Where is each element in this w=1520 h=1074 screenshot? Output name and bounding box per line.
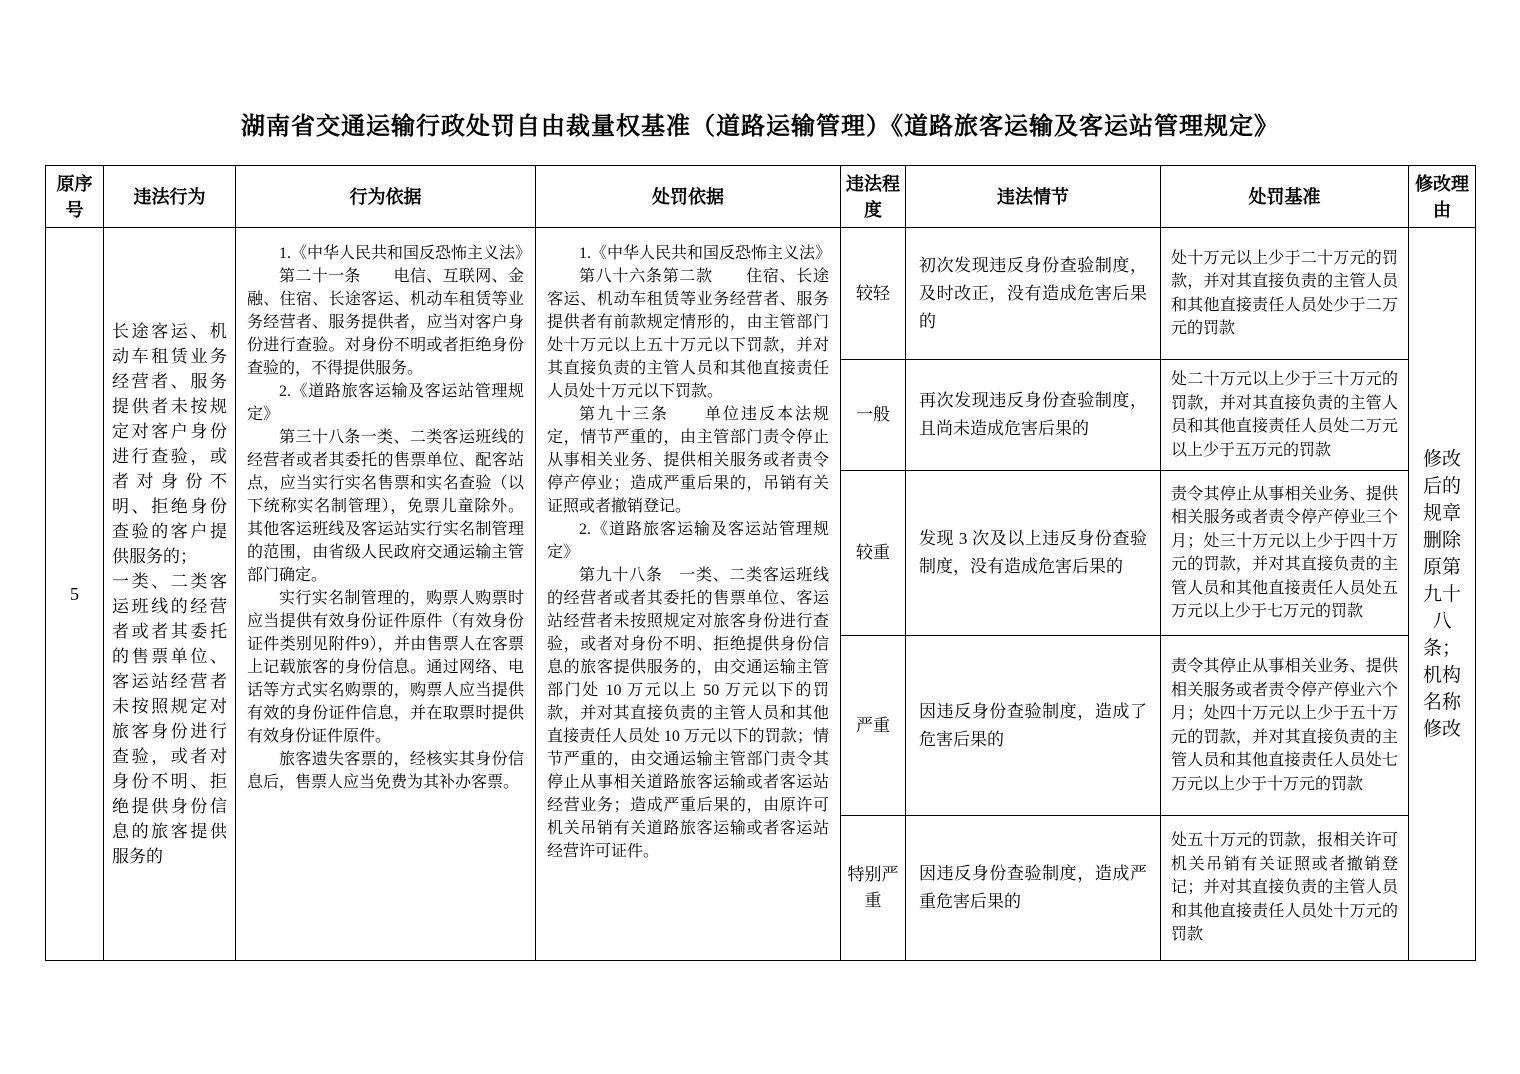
- cell-revision-reason: 修改后的规章删除原第九十八条；机构名称修改: [1409, 228, 1476, 961]
- cell-degree-3: 较重: [841, 471, 906, 636]
- cell-benchmark-2: 处二十万元以上少于三十万元的罚款，并对其直接负责的主管人员和其他直接责任人员处二万元以上少于五万元的罚款: [1161, 360, 1409, 471]
- cell-degree-4: 严重: [841, 636, 906, 816]
- col-header-penalty-benchmark: 处罚基准: [1161, 166, 1409, 228]
- cell-circumstance-3: 发现 3 次及以上违反身份查验制度，没有造成危害后果的: [906, 471, 1161, 636]
- cell-benchmark-4: 责令其停止从事相关业务、提供相关服务或者责令停产停业六个月；处四十万元以上少于五十万元的罚款，并对其直接负责的主管人员和其他直接责任人员处七万元以上少于十万元的罚款: [1161, 636, 1409, 816]
- cell-benchmark-3: 责令其停止从事相关业务、提供相关服务或者责令停产停业三个月；处三十万元以上少于四十万元的罚款，并对其直接负责的主管人员和其他直接责任人员处五万元以上少于七万元的罚款: [1161, 471, 1409, 636]
- penalty-basis-paragraph: 第八十六条第二款 住宿、长途客运、机动车租赁等业务经营者、服务提供者有前款规定情形的，由主管部门处十万元以上五十万元以下罚款，并对其直接负责的主管人员和其他直接责任人员处十万元以下罚款。: [547, 268, 829, 400]
- cell-benchmark-1: 处十万元以上少于二十万元的罚款，并对其直接负责的主管人员和其他直接责任人员处少于二万元的罚款: [1161, 228, 1409, 360]
- act-basis-paragraph: 实行实名制管理的，购票人购票时应当提供有效身份证件原件（有效身份证件类别见附件9），并由售票人在客票上记载旅客的身份信息。通过网络、电话等方式实名购票的，购票人应当提供有效的身份证件信息，并在取票时提供有效身份证件原件。: [247, 590, 524, 745]
- cell-penalty-basis: [536, 228, 841, 961]
- cell-illegal-act: [104, 228, 236, 961]
- col-header-penalty-basis: 处罚依据: [536, 166, 841, 228]
- cell-circumstance-4: 因违反身份查验制度，造成了危害后果的: [906, 636, 1161, 816]
- penalty-table: [45, 165, 1476, 961]
- cell-act-basis: [236, 228, 536, 961]
- illegal-act-paragraph: 长途客运、机动车租赁业务经营者、服务提供者未按规定对客户身份进行查验，或者对身份不明、拒绝身份查验的客户提供服务的；: [112, 322, 227, 566]
- cell-degree-2: 一般: [841, 360, 906, 471]
- penalty-basis-paragraph: 2.《道路旅客运输及客运站管理规定》: [547, 521, 829, 561]
- cell-benchmark-5: 处五十万元的罚款，报相关许可机关吊销有关证照或者撤销登记；并对其直接负责的主管人员和其他直接责任人员处十万元的罚款: [1161, 816, 1409, 961]
- cell-circumstance-5: 因违反身份查验制度，造成严重危害后果的: [906, 816, 1161, 961]
- act-basis-paragraph: 第二十一条 电信、互联网、金融、住宿、长途客运、机动车租赁等业务经营者、服务提供者，应当对客户身份进行查验。对身份不明或者拒绝身份查验的，不得提供服务。: [247, 268, 524, 377]
- illegal-act-paragraph: 一类、二类客运班线的经营者或者其委托的售票单位、客运站经营者未按照规定对旅客身份进行查验，或者对身份不明、拒绝提供身份信息的旅客提供服务的: [112, 572, 227, 866]
- act-basis-paragraph: 第三十八条一类、二类客运班线的经营者或者其委托的售票单位、配客站点，应当实行实名售票和实名查验（以下统称实名制管理），免票儿童除外。其他客运班线及客运站实行实名制管理的范围，由省级人民政府交通运输主管部门确定。: [247, 429, 524, 584]
- cell-circumstance-1: 初次发现违反身份查验制度，及时改正，没有造成危害后果的: [906, 228, 1161, 360]
- penalty-basis-paragraph: 第九十三条 单位违反本法规定，情节严重的，由主管部门责令停止从事相关业务、提供相关服务或者责令停产停业；造成严重后果的，吊销有关证照或者撤销登记。: [547, 406, 829, 515]
- col-header-circumstances: 违法情节: [906, 166, 1161, 228]
- cell-degree-5: 特别严重: [841, 816, 906, 961]
- col-header-illegal-act: 违法行为: [104, 166, 236, 228]
- cell-circumstance-2: 再次发现违反身份查验制度，且尚未造成危害后果的: [906, 360, 1161, 471]
- act-basis-paragraph: 2.《道路旅客运输及客运站管理规定》: [247, 383, 524, 423]
- page-title: 湖南省交通运输行政处罚自由裁量权基准（道路运输管理）《道路旅客运输及客运站管理规定》: [241, 114, 1279, 140]
- table-row: [46, 228, 1476, 360]
- cell-serial: 5: [46, 228, 104, 961]
- header-row: [46, 166, 1476, 228]
- col-header-serial: 原序号: [46, 166, 104, 228]
- penalty-basis-paragraph: 1.《中华人民共和国反恐怖主义法》: [579, 245, 832, 262]
- col-header-revision-reason: 修改理由: [1409, 166, 1476, 228]
- col-header-act-basis: 行为依据: [236, 166, 536, 228]
- act-basis-paragraph: 旅客遗失客票的，经核实其身份信息后，售票人应当免费为其补办客票。: [247, 751, 524, 791]
- penalty-basis-paragraph: 第九十八条 一类、二类客运班线的经营者或者其委托的售票单位、客运站经营者未按照规定对旅客身份进行查验，或者对身份不明、拒绝提供身份信息的旅客提供服务的，由交通运输主管部门处 10 万元以上 50 万元以下的罚款，并对其直接负责的主管人员和其他直接责任人员处 10 万元以下的罚款；情节严重的，由交通运输主管部门责令其停止从事相关道路旅客运输或者客运站经营业务；造成严重后果的，由原许可机关吊销有关道路旅客运输或者客运站经营许可证件。: [547, 567, 829, 860]
- act-basis-paragraph: 1.《中华人民共和国反恐怖主义法》: [279, 245, 532, 262]
- cell-degree-1: 较轻: [841, 228, 906, 360]
- col-header-degree: 违法程度: [841, 166, 906, 228]
